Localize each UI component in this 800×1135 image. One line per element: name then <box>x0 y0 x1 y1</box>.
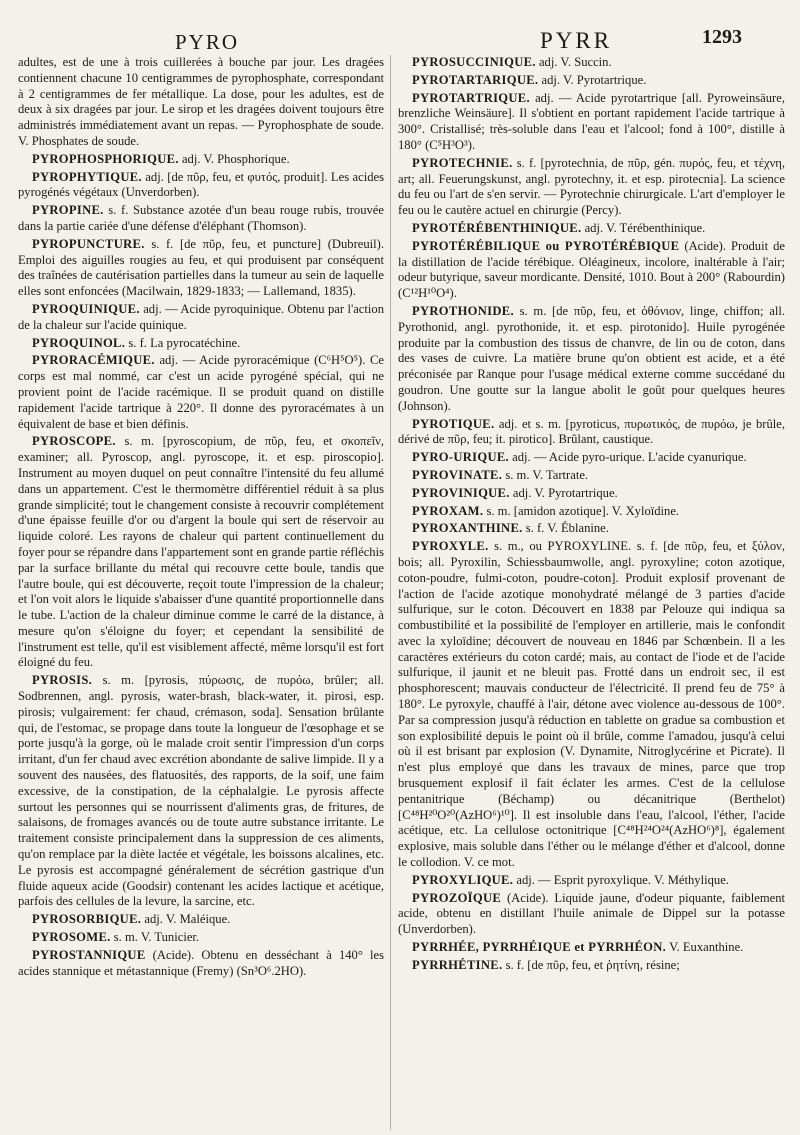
entry-text: V. Euxanthine. <box>669 940 744 955</box>
entry-headword: PYROPHYTIQUE. <box>32 169 142 184</box>
page-number: 1293 <box>702 26 742 48</box>
entry-text: s. m., ou PYROXYLINE. s. f. [de πῦρ, feu, et ξύλον, bois; all. Pyroxilin, Schiessbaumwolle, angl. pyroxyline; coton azotique, coton-poudre, fulmi-coton, poudre-coton]. Produit explosif provenant de l'action de l'acide azotique monohydraté mélangé de 3 parties d'acide sulfurique, sur le coton. Découvert en 1838 par Pelouze qui indiqua sa combustibilité et la possibilité de l'employer en artillerie, mais le confondit avec la xyloïdine; découvert de nouveau en 1846 par Schœnbein. Il a les caractères extérieurs du coton cardé; mais, au contact de l'iode et de l'acide sulfurique, il jaunit et ne bleuit pas. Frotté dans un endroit sec, il est phosphorescent; mauvais conducteur de l'électricité. Il prend feu de 75° à 180°. Le pyroxyle, chauffé à l'air, détone avec violence au-dessous de 100°. Par sa compression jusqu'à réduction en tablette on gradue sa combustion et son explosibilité depuis le point où il brûle, comme l'amadou, jusqu'à celui où il est brisant par explosion (V. Dynamite, Nitroglycérine et Picrate). Il n'est plus employé que dans les travaux de mines, parce que trop brusquement explosif il fait éclater les armes. C'est de la cellulose pentanitrique (Béchamp) ou décanitrique (Berthelot) [C⁴⁸H²⁰O²⁰(AzHO⁶)¹⁰]. Il est insoluble dans l'eau, l'alcool, l'éther, l'acide acétique, etc. La cellulose octonitrique [C⁴⁸H²⁴O²⁴(AzHO⁶)⁸], également explosive, mais soluble dans l'éther ou le mélange d'éther et d'alcool, donne le collodion. V. ce mot. <box>398 539 785 870</box>
entry-headword: PYROTECHNIE. <box>412 155 513 170</box>
entry-text: adj. — Acide pyrotartrique [all. Pyroweinsäure, brenzliche Weinsäure]. Il s'obtient en portant rapidement l'acide tartrique à 300°. Cristallisé; très-soluble dans l'eau et l'alcool; fond à 100°, distille à 180° (C⁵H³O³). <box>398 90 785 152</box>
entry-text: adj. — Acide pyro-urique. L'acide cyanurique. <box>512 450 747 465</box>
dictionary-entry <box>398 91 785 154</box>
entry-text: adj. V. Pyrotartrique. <box>541 72 647 87</box>
entry-text: s. m. [de πῦρ, feu, et ὀθόνιον, linge, chiffon; all. Pyrothonid, angl. pyrothonide, it. et esp. pirotonido]. Huile pyrogénée produite par la combustion des tissus de chanvre, de lin ou de coton, dans des vases de cuivre. La matière brune qu'on obtient est acide, et a été préconisée par Ranque pour l'usage médical externe comme succédané du goudron. Une goutte sur la langue abolit le goût pour quelques heures (Johnson). <box>398 303 785 413</box>
entry-headword: PYROTHONIDE. <box>412 303 514 318</box>
dictionary-entry <box>398 450 785 466</box>
dictionary-entry <box>18 152 384 168</box>
entry-text: adj. [de πῦρ, feu, et φυτός, produit]. Les acides pyrogénés végétaux (Unverdorben). <box>18 169 384 200</box>
entry-headword: PYROPHOSPHORIQUE. <box>32 151 179 166</box>
entry-text: (Acide). Liquide jaune, d'odeur piquante, faiblement acide, obtenu en distillant l'huile animale de Dippel sur la potasse (Unverdorben). <box>398 890 785 937</box>
entry-text: s. f. Substance azotée d'un beau rouge rubis, trouvée dans la partie cariée d'une défense d'éléphant (Thomson). <box>18 203 384 233</box>
dictionary-entry <box>398 521 785 537</box>
entry-headword: PYROZOÏQUE <box>412 890 502 905</box>
entry-text: adj. et s. m. [pyroticus, πυρωτικός, de πυρόω, je brûle, dérivé de πῦρ, feu; it. pirotico]. Brûlant, caustique. <box>398 416 785 447</box>
dictionary-entry <box>398 468 785 484</box>
dictionary-entry <box>18 673 384 910</box>
entry-headword: PYROXYLE. <box>412 539 489 554</box>
entry-headword: PYROTÉRÉBILIQUE ou PYROTÉRÉBIQUE <box>412 238 680 253</box>
dictionary-entry <box>18 353 384 432</box>
dictionary-entry <box>398 504 785 520</box>
entry-headword: PYROVINATE. <box>412 467 503 482</box>
entry-headword: PYROQUINOL. <box>32 335 126 350</box>
entry-headword: PYROPINE. <box>32 203 104 218</box>
entry-text: adj. V. Pyrotartrique. <box>512 485 618 500</box>
dictionary-entry <box>18 948 384 980</box>
entry-text: adj. V. Térébenthinique. <box>584 220 706 235</box>
entry-text: s. f. [pyrotechnia, de πῦρ, gén. πυρός, feu, et τέχνη, art; all. Feuerungskunst, angl. pyrotechny, it. et esp. pirotecnia]. La science du feu ou l'art de s'en servir. — Pyrotechnie chirurgicale. L'art d'employer le feu ou le cautère actuel en chirurgie (Percy). <box>398 155 785 218</box>
column-divider <box>390 55 391 1130</box>
entry-headword: PYROVINIQUE. <box>412 485 510 500</box>
dictionary-entry <box>398 486 785 502</box>
running-head-left: PYRO <box>175 30 240 54</box>
dictionary-entry <box>18 237 384 300</box>
dictionary-entry <box>398 304 785 415</box>
entry-headword: PYROTARTRIQUE. <box>412 90 530 105</box>
entry-text: (Acide). Obtenu en desséchant à 140° les acides stannique et métastannique (Fremy) (Sn³O⁶.2HO). <box>18 947 384 978</box>
dictionary-entry <box>18 203 384 235</box>
entry-text: adj. V. Phosphorique. <box>181 151 290 166</box>
entry-headword: PYROXYLIQUE. <box>412 872 514 887</box>
entry-headword: PYROSIS. <box>32 673 93 688</box>
dictionary-entry <box>18 170 384 202</box>
dictionary-entry <box>18 302 384 334</box>
entry-text: s. m. [pyrosis, πύρωσις, de πυρόω, brûler; all. Sodbrennen, angl. pyrosis, water-brash, black-water, it. pirosi, esp. pirosis; vulgairement: fer chaud, crémason, soda]. Sensation brûlante qui, de l'estomac, se propage dans toute la longueur de l'œsophage et se porte jusqu'à la gorge, où le malade croit sentir l'impression d'un corps irritant, d'un fer chaud avec excrétion abondante de salive limpide. Il y a souvent des nausées, des flatuosités, des rapports, de la soif, une faim excessive, de la constipation, de la céphalalgie. Le pyrosis affecte surtout les personnes qui se nourrissent d'aliments gras, de fritures, de salaisons, de fromages avancés ou de toute autre substance irritante. Le traitement consiste principalement dans la suppression de ces aliments, qu'on remplace par la diète lactée et végétale, les boissons alcalines, etc. Le pyrosis est accompagné généralement de sécrétion gastrique d'un fluide aqueux acide (Goodsir) contenant les acides lactique et acétique, parfois des cellules de la levure, la sarcine, etc. <box>18 673 384 909</box>
entry-headword: PYROSCOPE. <box>32 434 116 449</box>
dictionary-entry <box>18 930 384 946</box>
dictionary-entry <box>18 912 384 928</box>
entry-headword: PYROSTANNIQUE <box>32 947 146 962</box>
dictionary-entry <box>398 55 785 71</box>
dictionary-entry <box>398 958 785 974</box>
entry-text: adj. V. Succin. <box>538 55 612 69</box>
entry-text: s. f. [de πῦρ, feu, et ῥητίνη, résine; <box>505 957 680 972</box>
entry-headword: PYROTIQUE. <box>412 416 495 431</box>
entry-text: s. m. V. Tunicier. <box>113 930 200 945</box>
entry-text: s. m. [pyroscopium, de πῦρ, feu, et σκοπεῖν, examiner; all. Pyroscop, angl. pyroscope, it. et esp. piroscopio]. Instrument au moyen duquel on peut connaître l'intensité du feu allumé dans un appartement. C'est le thermomètre différentiel réduit à sa plus grande simplicité; tout le changement consiste à recouvrir complétement d'une épaisse feuille d'or ou d'argent la boule qui sert de réservoir au liquide coloré. Les rayons de chaleur qui partent continuellement du foyer pour se répandre dans l'appartement sont en grande partie réfléchis par la surface brillante du métal qui recouvre cette boule, tandis que l'autre boule, qui est découverte, reçoit toute l'impression de la chaleur; et l'on voit alors le liquide s'abaisser d'une quantité proportionnelle dans le tube. L'action de la chaleur diminue comme le carré de la distance, à mesure qu'on s'éloigne du foyer; et cependant la sensibilité de l'instrument est telle, qu'il est visiblement affecté, même lorsqu'il est fort éloigné du feu. <box>18 434 384 670</box>
entry-text: adj. — Esprit pyroxylique. V. Méthylique. <box>516 872 729 887</box>
entry-text: adj. V. Maléique. <box>144 912 231 927</box>
dictionary-entry <box>398 239 785 302</box>
entry-text: s. m. [amidon azotique]. V. Xyloïdine. <box>486 503 680 518</box>
dictionary-entry <box>398 940 785 956</box>
entry-headword: PYRO-URIQUE. <box>412 450 510 465</box>
running-head-center: PYRR <box>540 28 613 53</box>
dictionary-entry <box>398 156 785 219</box>
entry-headword: PYROSORBIQUE. <box>32 912 142 927</box>
entry-headword: PYROTARTARIQUE. <box>412 72 539 87</box>
entry-headword: PYRRHÉTINE. <box>412 957 503 972</box>
entry-text: s. f. V. Éblanine. <box>525 521 609 536</box>
dictionary-entry <box>18 336 384 352</box>
dictionary-entry <box>398 221 785 237</box>
entry-headword: PYROQUINIQUE. <box>32 301 140 316</box>
dictionary-entry <box>398 873 785 889</box>
dictionary-entry <box>18 434 384 671</box>
entry-headword: PYRRHÉE, PYRRHÉIQUE et PYRRHÉON. <box>412 940 667 955</box>
entry-headword: PYROXANTHINE. <box>412 521 523 536</box>
dictionary-entry <box>398 891 785 938</box>
entry-headword: PYROXAM. <box>412 503 484 518</box>
continued-paragraph <box>18 55 384 150</box>
entry-headword: PYROSUCCINIQUE. <box>412 55 536 69</box>
right-column <box>398 55 785 1125</box>
dictionary-entry <box>398 417 785 449</box>
entry-text: adj. — Acide pyroracémique (C⁶H⁵O⁵). Ce corps est mal nommé, car c'est un acide pyrogéné spécial, qui ne provient point de l'acide racémique. Il se produit quand on distille rapidement l'acide tartrique à 220°. Il donne des pyroracémates à un équivalent de base et bien définis. <box>18 353 384 431</box>
entry-text: s. m. V. Tartrate. <box>505 467 589 482</box>
entry-headword: PYROTÉRÉBENTHINIQUE. <box>412 220 582 235</box>
entry-headword: PYROPUNCTURE. <box>32 236 145 251</box>
entry-headword: PYRORACÉMIQUE. <box>32 353 155 368</box>
entry-headword: PYROSOME. <box>32 930 111 945</box>
entry-text: adj. — Acide pyroquinique. Obtenu par l'action de la chaleur sur l'acide quinique. <box>18 301 384 332</box>
entry-text: adultes, est de une à trois cuillerées à bouche par jour. Les dragées contiennent chacune 10 centigrammes de pyrophosphate, correspondant à 2 centigrammes de fer métallique. La dose, pour les adultes, est de deux à six dragées par jour. Le sirop et les dragées doivent toujours être administrés immédiatement avant un repas. — Pyrophosphate de soude. V. Phosphates de soude. <box>18 55 384 148</box>
dictionary-entry <box>398 73 785 89</box>
entry-text: s. f. [de πῦρ, feu, et puncture] (Dubreuil). Emploi des aiguilles rougies au feu, et qui produisent par conséquent des traînées de cautérisation partielles dans la tumeur au sein de laquelle elles sont enfoncées (Macilwain, 1829-1833; — Lallemand, 1835). <box>18 236 384 299</box>
dictionary-entry <box>398 539 785 871</box>
left-column <box>18 55 384 1125</box>
page-header <box>0 8 800 54</box>
entry-text: (Acide). Produit de la distillation de l'acide térébique. Oléagineux, incolore, inaltérable à l'air; odeur butyrique, saveur mordicante. Densité, 1010. Bout à 200° (Rabourdin) (C¹²H¹⁰O⁴). <box>398 238 785 301</box>
entry-text: s. f. La pyrocatéchine. <box>128 335 241 350</box>
